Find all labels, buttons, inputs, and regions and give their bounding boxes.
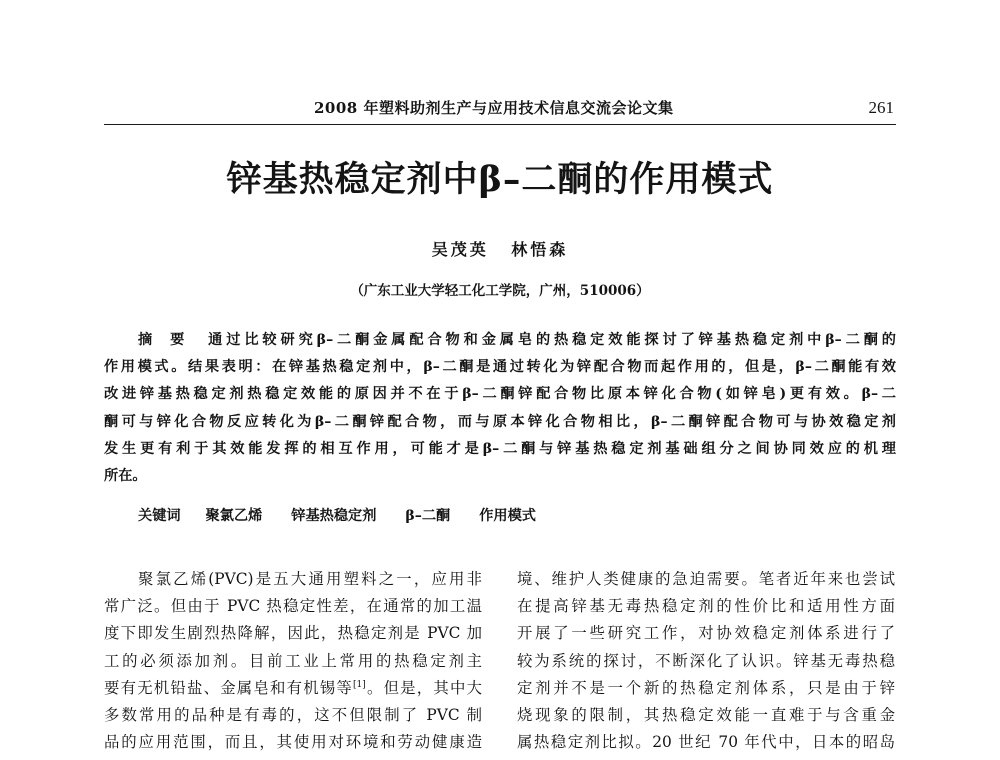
- abstract-line: 作用模式。结果表明：在锌基热稳定剂中，β–二酮是通过转化为锌配合物而起作用的，但是，β–二酮能有效: [104, 359, 896, 376]
- affiliation: （广东工业大学轻工化工学院，广州，510006）: [350, 283, 650, 299]
- keywords: [138, 505, 556, 525]
- body-line: 属热稳定剂比拟。20 世纪 70 年代中，日本的昭岛: [517, 733, 895, 752]
- body-line: 定剂并不是一个新的热稳定剂体系，只是由于锌: [517, 678, 895, 697]
- abstract-line: [104, 327, 896, 354]
- abstract-line: 改进锌基热稳定剂热稳定效能的原因并不在于β–二酮锌配合物比原本锌化合物(如锌皂)更有效。β–二: [104, 386, 896, 403]
- body-line: 较为系统的探讨，不断深化了认识。锌基无毒热稳: [517, 651, 895, 670]
- body-line: 多数常用的品种是有毒的，这不但限制了 PVC 制: [104, 705, 482, 724]
- body-line: 境、维护人类健康的急迫需要。笔者近年来也尝试: [517, 570, 895, 588]
- body-line: 常广泛。但由于 PVC 热稳定性差，在通常的加工温: [104, 597, 482, 616]
- body-text: 。但是，其中大: [365, 678, 482, 697]
- body-left-column: [104, 566, 482, 756]
- keyword: 锌基热稳定剂: [291, 508, 377, 524]
- abstract-line: 所在。: [104, 467, 147, 484]
- citation: [1]: [353, 679, 366, 690]
- abstract-text: 通过比较研究β–二酮金属配合物和金属皂的热稳定效能探讨了锌基热稳定剂中β–二酮的: [208, 332, 896, 348]
- authors: 吴茂英 林悟森: [431, 240, 569, 259]
- body-right-column: [517, 566, 895, 756]
- keyword: 作用模式: [479, 508, 536, 524]
- body-line: 工的必须添加剂。目前工业上常用的热稳定剂主: [104, 651, 482, 670]
- body-line: 度下即发生剧烈热降解，因此，热稳定剂是 PVC 加: [104, 624, 482, 643]
- running-title: 2008 年塑料助剂生产与应用技术信息交流会论文集: [314, 99, 674, 117]
- body-text: 要有无机铅盐、金属皂和有机锡等: [104, 678, 354, 697]
- keyword: β–二酮: [405, 508, 451, 524]
- running-header: [104, 92, 896, 125]
- body-line: [104, 675, 482, 702]
- abstract-line: 酮可与锌化合物反应转化为β–二酮锌配合物，而与原本锌化合物相比，β–二酮锌配合物可与协效稳定剂: [104, 413, 896, 430]
- keyword: 聚氯乙烯: [205, 508, 263, 524]
- body-line: 烧现象的限制，其热稳定效能一直难于与含重金: [517, 705, 895, 724]
- body-line: 聚氯乙烯(PVC)是五大通用塑料之一，应用非: [138, 570, 482, 588]
- body-line: 品的应用范围，而且，其使用对环境和劳动健康造: [104, 733, 482, 752]
- abstract-label: 摘要: [138, 332, 203, 348]
- abstract: [104, 327, 896, 490]
- keywords-label: 关键词: [138, 508, 181, 524]
- page-number: 261: [868, 98, 894, 117]
- abstract-line: 发生更有利于其效能发挥的相互作用，可能才是β–二酮与锌基热稳定剂基础组分之间协同效应的机理: [104, 440, 896, 457]
- body-line: 开展了一些研究工作，对协效稳定剂体系进行了: [517, 624, 895, 643]
- article-title: 锌基热稳定剂中β–二酮的作用模式: [226, 159, 774, 200]
- body-line: 在提高锌基无毒热稳定剂的性价比和适用性方面: [517, 597, 895, 616]
